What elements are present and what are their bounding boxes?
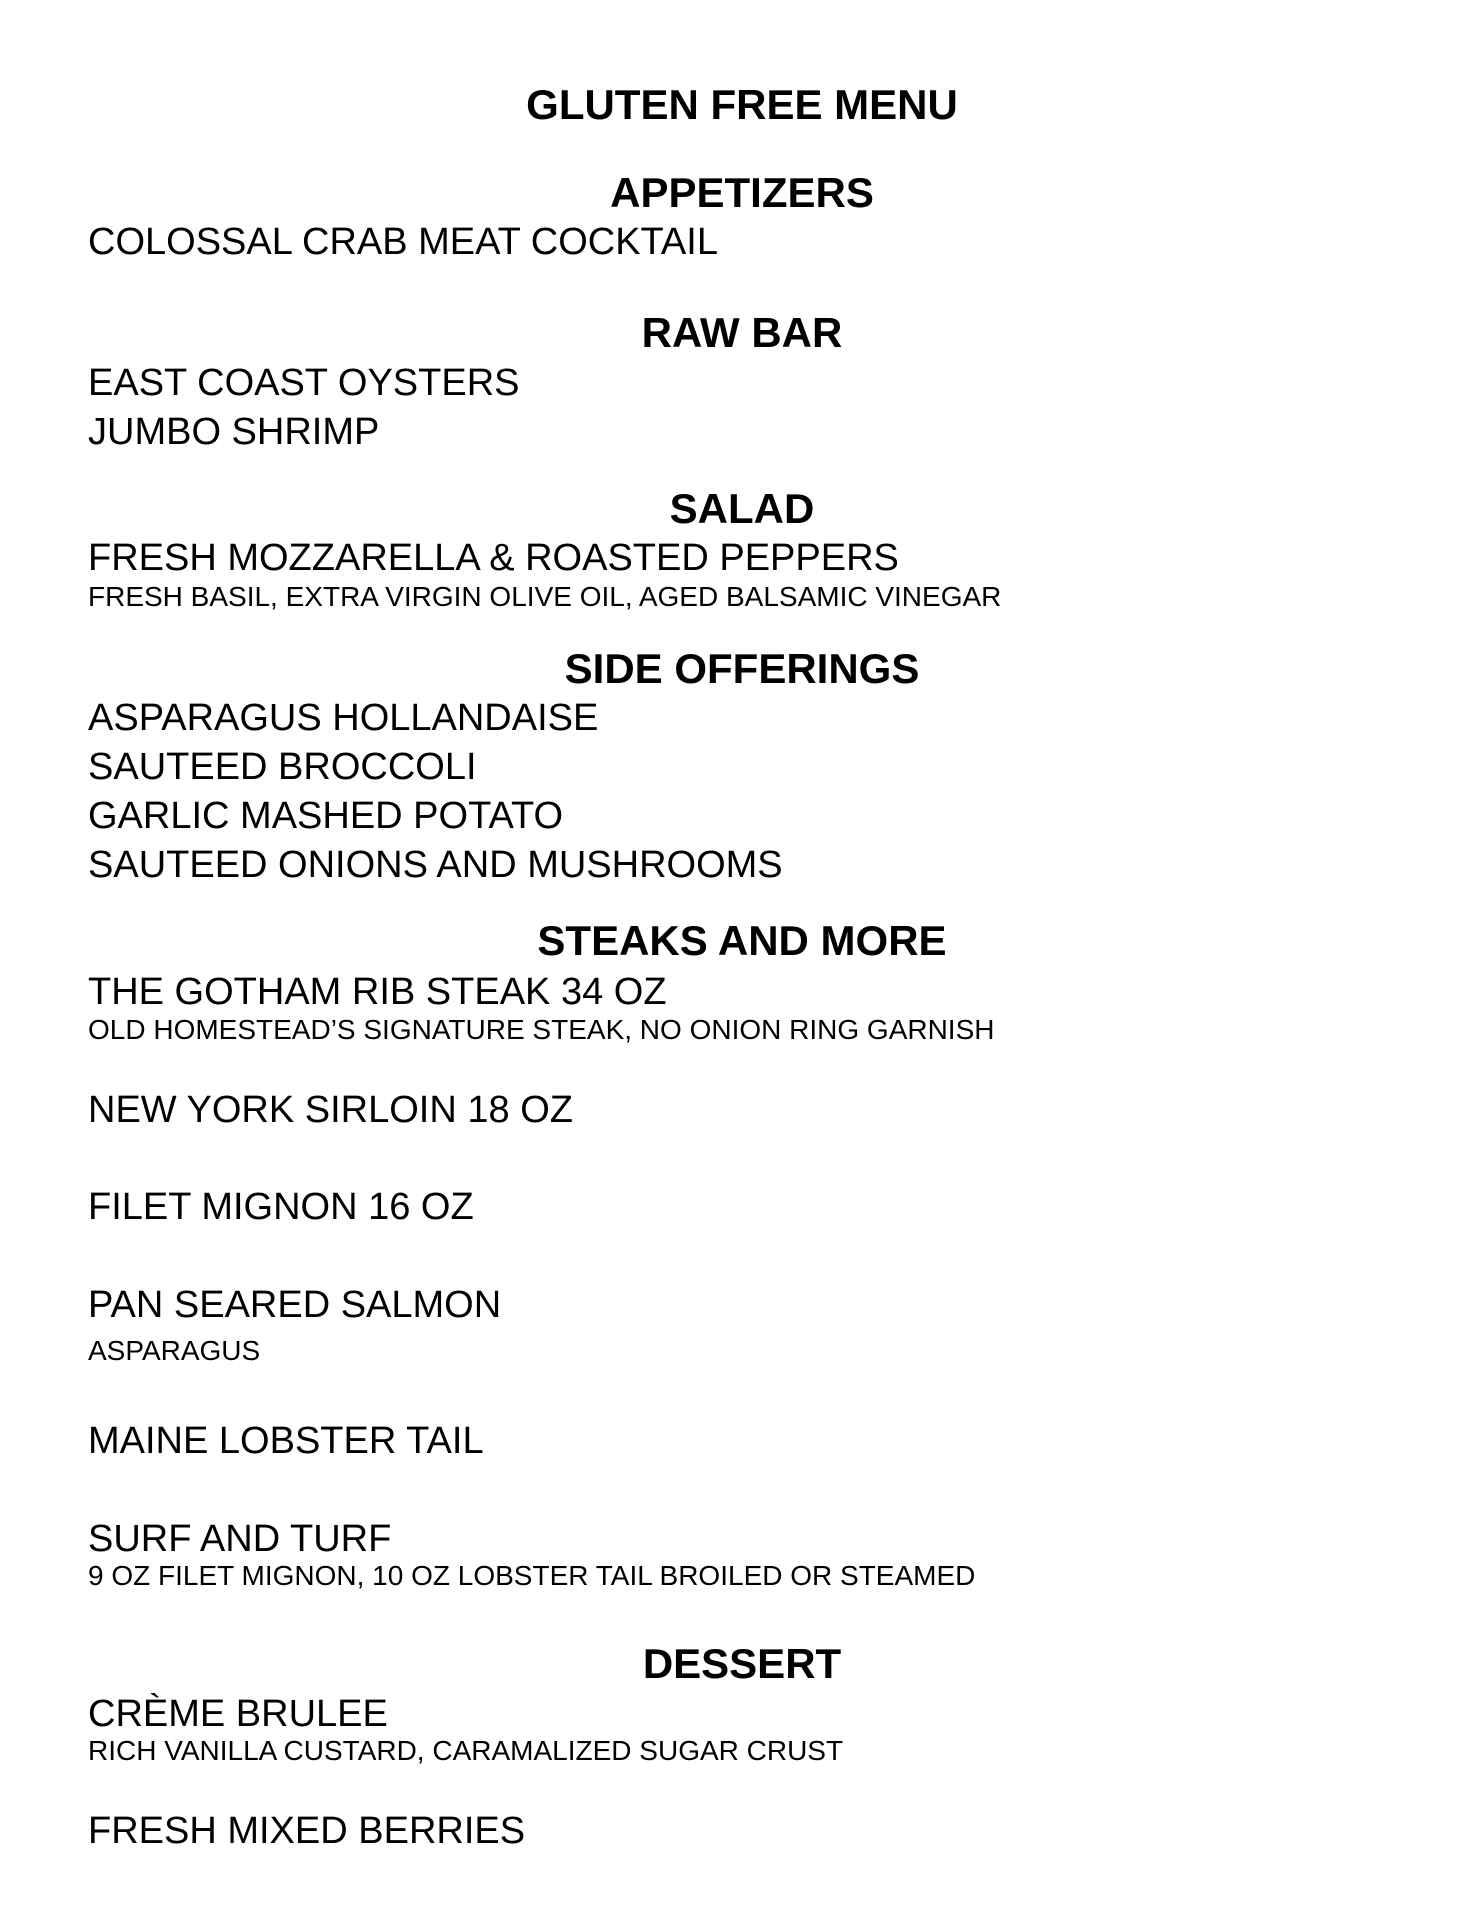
menu-title: GLUTEN FREE MENU — [526, 81, 958, 128]
section-heading-raw-bar: RAW BAR — [641, 309, 843, 356]
section-heading-dessert: DESSERT — [642, 1640, 842, 1687]
menu-item-mozzarella-peppers: FRESH MOZZARELLA & ROASTED PEPPERS — [88, 537, 899, 579]
section-heading-sides: SIDE OFFERINGS — [564, 645, 920, 692]
menu-item-description: FRESH BASIL, EXTRA VIRGIN OLIVE OIL, AGED BALSAMIC VINEGAR — [88, 581, 1002, 612]
menu-item-crab-cocktail: COLOSSAL CRAB MEAT COCKTAIL — [88, 221, 718, 263]
menu-item-lobster-tail: MAINE LOBSTER TAIL — [88, 1420, 484, 1462]
menu-item-description: 9 OZ FILET MIGNON, 10 OZ LOBSTER TAIL BROILED OR STEAMED — [88, 1560, 976, 1591]
menu-item-onions-mushrooms: SAUTEED ONIONS AND MUSHROOMS — [88, 844, 783, 886]
menu-item-sauteed-broccoli: SAUTEED BROCCOLI — [88, 746, 477, 788]
menu-item-description: OLD HOMESTEAD’S SIGNATURE STEAK, NO ONION RING GARNISH — [88, 1014, 995, 1045]
menu-item-garlic-mashed-potato: GARLIC MASHED POTATO — [88, 795, 564, 837]
section-heading-steaks: STEAKS AND MORE — [537, 917, 947, 964]
menu-item-mixed-berries: FRESH MIXED BERRIES — [88, 1810, 526, 1852]
menu-item-salmon: PAN SEARED SALMON — [88, 1284, 502, 1326]
menu-item-jumbo-shrimp: JUMBO SHRIMP — [88, 411, 380, 453]
menu-item-description: RICH VANILLA CUSTARD, CARAMALIZED SUGAR CRUST — [88, 1735, 844, 1766]
menu-item-creme-brulee: CRÈME BRULEE — [88, 1693, 388, 1735]
section-heading-salad: SALAD — [669, 485, 815, 532]
menu-item-description: ASPARAGUS — [88, 1335, 261, 1366]
menu-item-filet-mignon: FILET MIGNON 16 OZ — [88, 1186, 474, 1228]
menu-item-surf-and-turf: SURF AND TURF — [88, 1518, 392, 1560]
menu-item-ny-sirloin: NEW YORK SIRLOIN 18 OZ — [88, 1089, 573, 1131]
section-heading-appetizers: APPETIZERS — [610, 169, 874, 216]
menu-item-oysters: EAST COAST OYSTERS — [88, 362, 520, 404]
menu-item-gotham-rib-steak: THE GOTHAM RIB STEAK 34 OZ — [88, 971, 667, 1013]
menu-item-asparagus-hollandaise: ASPARAGUS HOLLANDAISE — [88, 697, 599, 739]
